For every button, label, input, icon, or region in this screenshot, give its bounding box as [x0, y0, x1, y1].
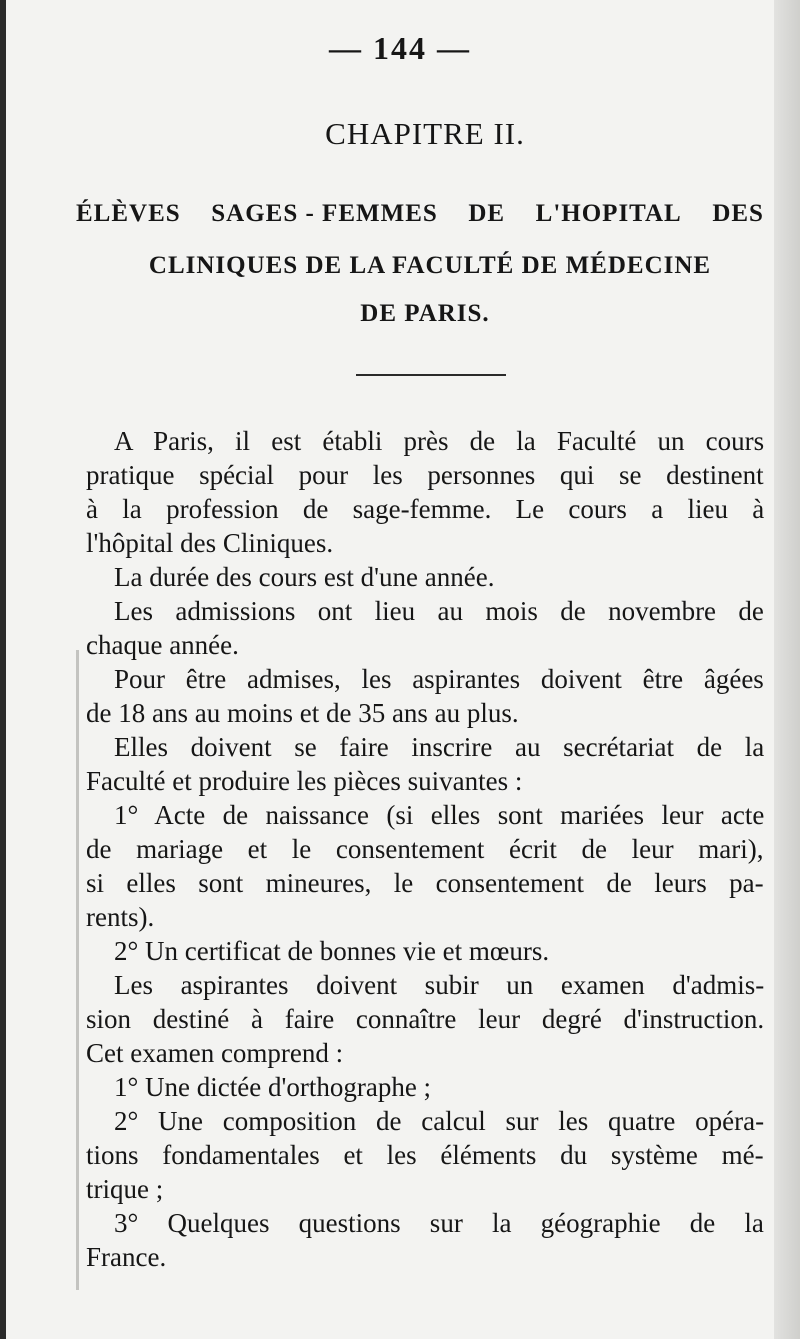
- chapter-heading: CHAPITRE II.: [325, 116, 525, 151]
- body-line: 2° Un certificat de bonnes vie et mœurs.: [114, 936, 550, 966]
- body-line: 2° Une composition de calcul sur les quatre opéra-: [114, 1106, 765, 1136]
- section-title-line-2: CLINIQUES DE LA FACULTÉ DE MÉDECINE: [148, 252, 712, 279]
- body-line: 3° Quelques questions sur la géographie de la: [114, 1208, 764, 1238]
- body-line: tions fondamentales et les éléments du système mé-: [86, 1140, 764, 1170]
- body-line: Les admissions ont lieu au mois de novembre de: [114, 596, 764, 626]
- section-title-line-3: DE PARIS.: [360, 300, 490, 327]
- page-edge-left: [0, 0, 6, 1339]
- page-number: — 144 —: [329, 30, 471, 66]
- body-line: de 18 ans au moins et de 35 ans au plus.: [86, 698, 519, 728]
- body-line: pratique spécial pour les personnes qui se destinent: [86, 460, 764, 490]
- body-line: Elles doivent se faire inscrire au secrétariat de la: [114, 732, 765, 762]
- body-line: Les aspirantes doivent subir un examen d'admis-: [114, 970, 765, 1000]
- body-line: l'hôpital des Cliniques.: [86, 528, 334, 558]
- section-divider-rule: [356, 374, 506, 376]
- section-title-word: DE: [468, 200, 506, 227]
- body-line: chaque année.: [86, 630, 239, 660]
- body-line: sion destiné à faire connaître leur degré d'instruction.: [86, 1004, 765, 1034]
- page-edge-right: [774, 0, 800, 1339]
- section-title-word: DES: [712, 200, 764, 227]
- body-line: A Paris, il est établi près de la Faculté un cours: [114, 426, 765, 456]
- body-line: La durée des cours est d'une année.: [114, 562, 495, 592]
- section-title-word: ÉLÈVES: [76, 200, 181, 227]
- body-line: à la profession de sage-femme. Le cours a lieu à: [86, 494, 765, 524]
- body-line: si elles sont mineures, le consentement de leurs pa-: [86, 868, 764, 898]
- margin-pencil-line: [76, 650, 79, 1290]
- body-line: Pour être admises, les aspirantes doivent être âgées: [114, 664, 764, 694]
- body-line: Cet examen comprend :: [86, 1038, 344, 1068]
- body-line: France.: [86, 1242, 167, 1272]
- section-title-line-1: [76, 200, 764, 228]
- body-line: 1° Acte de naissance (si elles sont mariées leur acte: [114, 800, 765, 830]
- body-line: 1° Une dictée d'orthographe ;: [114, 1072, 432, 1102]
- body-line: de mariage et le consentement écrit de leur mari),: [86, 834, 764, 864]
- body-line: Faculté et produire les pièces suivantes :: [86, 766, 523, 796]
- body-line: rents).: [86, 902, 155, 932]
- section-title-word: SAGES - FEMMES: [211, 200, 438, 227]
- body-line: trique ;: [86, 1174, 164, 1204]
- section-title-word: L'HOPITAL: [535, 200, 682, 227]
